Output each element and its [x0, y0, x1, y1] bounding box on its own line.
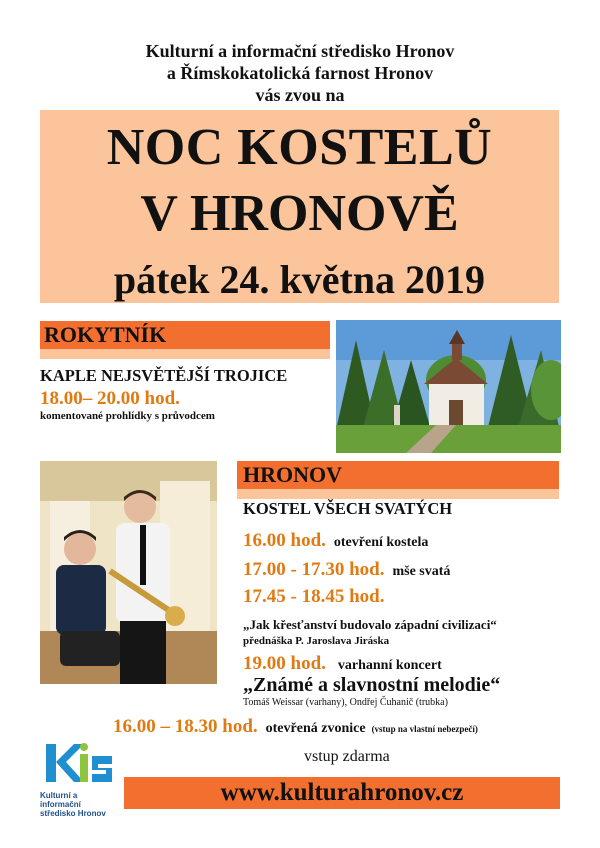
event-title-line-1: NOC KOSTELŮ — [106, 119, 493, 176]
website-url[interactable]: www.kulturahronov.cz — [220, 779, 464, 806]
rokytnik-heading-underbar — [40, 349, 330, 359]
lecture-by: přednáška P. Jaroslava Jiráska — [243, 635, 390, 647]
chapel-photo — [336, 320, 561, 453]
event-1-time: 16.00 hod. — [243, 530, 326, 551]
event-row-3 — [243, 586, 384, 608]
hronov-heading: HRONOV — [243, 462, 342, 487]
lecture-title: „Jak křesťanství budovalo západní civilizaci“ — [243, 617, 497, 632]
belfry-row — [113, 716, 478, 738]
event-date: pátek 24. května 2019 — [113, 257, 486, 302]
belfry-desc: otevřená zvonice — [265, 721, 366, 736]
organizer-line-1: Kulturní a informační středisko Hronov — [145, 41, 455, 61]
hronov-heading-bar — [237, 461, 559, 489]
event-3-time: 17.45 - 18.45 hod. — [243, 586, 385, 607]
concert-desc: varhanní koncert — [337, 658, 442, 673]
hronov-venue: KOSTEL VŠECH SVATÝCH — [243, 499, 453, 518]
hronov-heading-underbar — [237, 489, 559, 499]
rokytnik-venue: KAPLE NEJSVĚTĚJŠÍ TROJICE — [40, 366, 288, 385]
event-title-line-2: V HRONOVĚ — [140, 185, 459, 242]
performers: Tomáš Weissar (varhany), Ondřej Čuhanič (trubka) — [243, 697, 448, 708]
entry-free: vstup zdarma — [304, 748, 390, 765]
event-row-1 — [243, 530, 428, 552]
event-2-desc: mše svatá — [392, 564, 451, 579]
rokytnik-heading-bar — [40, 321, 330, 349]
concert-time: 19.00 hod. — [243, 653, 326, 674]
event-row-2 — [243, 559, 450, 581]
rokytnik-time: 18.00– 20.00 hod. — [40, 388, 180, 409]
kis-logo — [40, 740, 120, 820]
concert-title: „Známé a slavnostní melodie“ — [243, 674, 501, 696]
event-1-desc: otevření kostela — [333, 535, 429, 550]
url-bar — [124, 777, 560, 809]
logo-text-1: Kulturní a informační — [40, 791, 81, 809]
belfry-time: 16.00 – 18.30 hod. — [113, 716, 258, 737]
rokytnik-heading: ROKYTNÍK — [44, 322, 167, 347]
logo-text-2: středisko Hronov — [40, 809, 106, 818]
belfry-note: (vstup na vlastní nebezpečí) — [371, 724, 478, 734]
rokytnik-note: komentované prohlídky s průvodcem — [40, 410, 215, 422]
concert-row — [243, 653, 442, 675]
invite-text: vás zvou na — [255, 85, 345, 105]
event-2-time: 17.00 - 17.30 hod. — [243, 559, 385, 580]
organizer-line-2: a Římskokatolická farnost Hronov — [166, 63, 434, 83]
musicians-photo — [40, 461, 217, 684]
kis-logo-mark-icon — [40, 740, 120, 784]
